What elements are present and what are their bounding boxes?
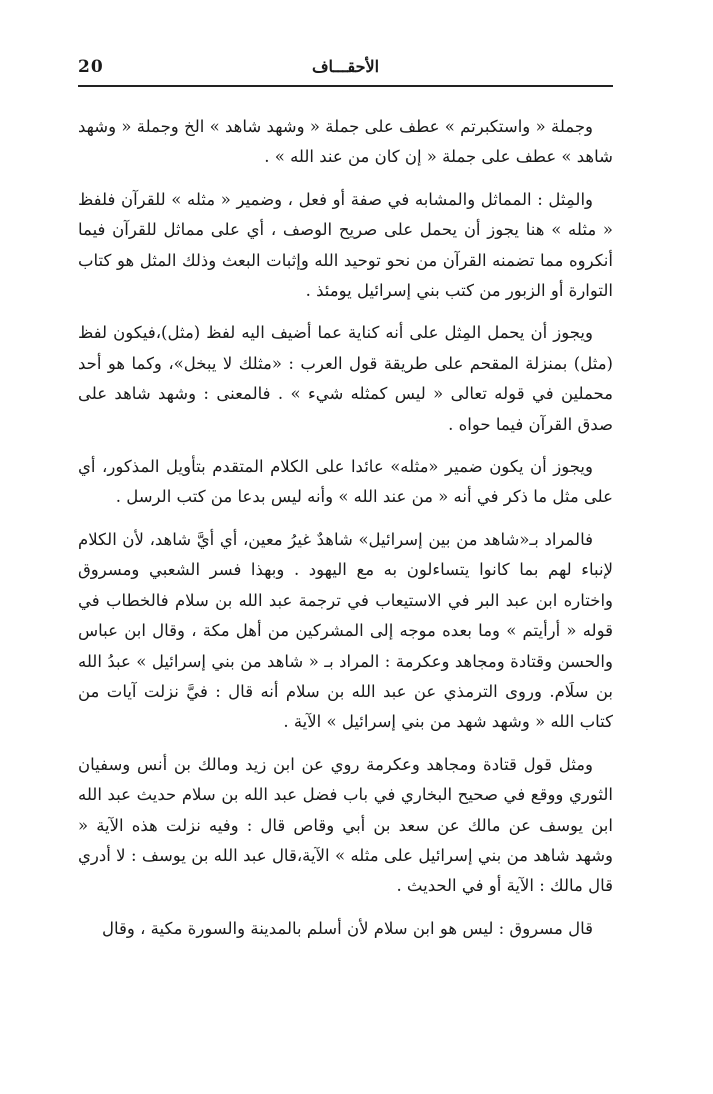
paragraph: ويجوز أن يحمل المِثل على أنه كناية عما أضيف اليه لفظ (مثل)،فيكون لفظ (مثل) بمنزلة المقحم على طريقة قول العرب : «مثلك لا يبخل»، وكما هو أحد محملين في قوله تعالى « ليس كمثله شيء » . فالمعنى : وشهد شاهد على صدق القرآن فيما حواه . [78,323,613,434]
page-body [78,112,613,956]
header-rule [78,85,613,87]
paragraph: والمِثل : المماثل والمشابه في صفة أو فعل ، وضمير « مثله » للقرآن فلفظ « مثله » هنا يجوز أن يحمل على صريح الوصف ، أي على مماثل للقرآن فيما أنكروه مما تضمنه القرآن من نحو توحيد الله وإثبات البعث وذلك المثل هو كتاب التوارة أو الزبور من كتب بني إسرائيل يومئذ . [78,189,613,301]
paragraph: ومثل قول قتادة ومجاهد وعكرمة روي عن ابن زيد ومالك بن أنس وسفيان الثوري ووقع في صحيح البخاري في باب فضل عبد الله بن سلام حديث عبد الله ابن يوسف عن مالك عن سعد بن أبي وقاص قال : وفيه نزلت هذه الآية « وشهد شاهد من بني إسرائيل على مثله » الآية،قال عبد الله بن يوسف : لا أدري قال مالك : الآية أو في الحديث . [78,754,613,896]
page-number: 20 [78,57,104,77]
page-header [78,55,613,87]
running-title: الأحقـــاف [311,57,380,76]
paragraph: فالمراد بـ«شاهد من بين إسرائيل» شاهدٌ غيرُ معين، أي أيَّ شاهد، لأن الكلام لإنباء لهم بما كانوا يتساءلون به مع اليهود . وبهذا فسر الشعبي ومسروق واختاره ابن عبد البر في الاستيعاب في ترجمة عبد الله بن سلام فالخطاب في قوله « أرأيتم » وما بعده موجه إلى المشركين من أهل مكة ، وقال ابن عباس والحسن وقتادة ومجاهد وعكرمة : المراد بـ « شاهد من بني إسرائيل » عبدُ الله بن سلَام. وروى الترمذي عن عبد الله بن سلام أنه قال : فيَّ نزلت آيات من كتاب الله « وشهد شهد من بني إسرائيل » الآية . [78,529,613,732]
paragraph: وجملة « واستكبرتم » عطف على جملة « وشهد شاهد » الخ وجملة « وشهد شاهد » عطف على جملة « إن كان من عند الله » . [78,117,613,167]
paragraph: ويجوز أن يكون ضمير «مثله» عائدا على الكلام المتقدم بتأويل المذكور، أي على مثل ما ذكر في أنه « من عند الله » وأنه ليس بدعا من كتب الرسل . [78,457,613,507]
paragraph: قال مسروق : ليس هو ابن سلام لأن أسلم بالمدينة والسورة مكية ، وقال [101,918,593,938]
